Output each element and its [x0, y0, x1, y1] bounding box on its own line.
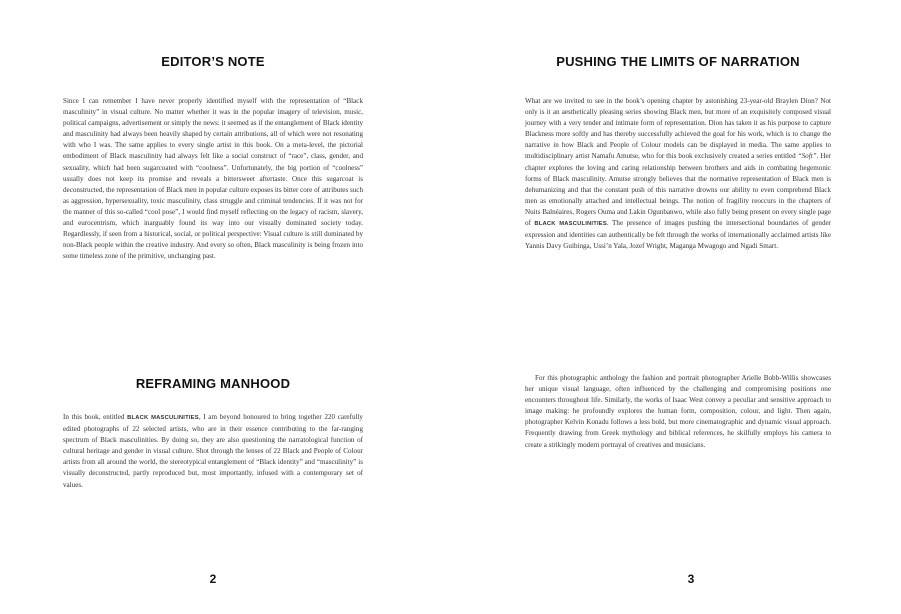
text-run: . The presence of images pushing the intersectional boundaries of gender expression and identities can authentically be felt through the works of internationally acclaimed artists like Yannis Davy Guibinga, Ussi’n Yala, Jozef Wright, Maganga Mwagogo and Ngadi Smart. — [525, 219, 831, 251]
pushing-limits-paragraph-2 — [525, 373, 831, 451]
pushing-limits-paragraph-1 — [525, 96, 831, 252]
series-title: “Soft” — [797, 152, 817, 161]
pushing-limits-heading: PUSHING THE LIMITS OF NARRATION — [556, 54, 800, 69]
reframing-manhood-paragraph — [63, 412, 363, 491]
text-run: , I am beyond honoured to bring together 220 carefully edited photographs of 22 selected artists, who are in their essence contributing to the far-ranging spectrum of Black masculinities. By doing so, they are also questioning the narratological function of cultural heritage and gender in visual culture. Shot through the lenses of 22 Black and People of Colour artists from all around the world, the stereotypical entanglement of “Black identity” and “masculinity” is visually deconstructed, partly reproduced but, most importantly, infused with a contemporary set of values. — [63, 413, 363, 489]
text-run: For this photographic anthology the fashion and portrait photographer Arielle Bobb-Willis showcases her unique visual language, often influenced by the challenging and compromising positions one encounters throughout life. Similarly, the works of Isaac West convey a peculiar and sensitive approach to image making: he profoundly explores the human form, composition, colour, and light. Then again, photographer Kelvin Konadu follows a less bold, but more cinematographic and dynamic visual approach. Frequently drawing from Greek mythology and biblical references, he skilfully employs his camera to create a strikingly modern portrayal of creatives and musicians. — [525, 374, 831, 449]
page-number-right: 3 — [687, 572, 695, 586]
reframing-manhood-heading: REFRAMING MANHOOD — [135, 376, 291, 391]
text-run: What are we invited to see in the book’s opening chapter by astonishing 23-year-old Braylen Dion? Not only is it an aesthetically pleasing series showing Black men, but more of an exquisitely composed visual journey with a very tender and intimate form of representation. Dion has taken it as his purpose to capture Blackness more softly and has thereby successfully achieved the goal for his work, which is to change the narrative in how Black and People of Colour models can be displayed in media. The same applies to multidisciplinary artist Namafu Amutse, who for this book exclusively created a series entitled — [525, 97, 831, 161]
text-run: . Her chapter explores the loving and caring relationship between brothers and aids in combating hegemonic forms of Black masculinity. Amutse strongly believes that the normative representation of Black men is dehumanizing and that the constant push of this narrative drowns our ability to even comprehend Black men as emotionally attached and intellectual beings. The notion of fragility reoccurs in the chapters of Nuits Balnéaires, Rogers Ouma and Lakin Ogunbanwo, while also fully being present on every single page of — [525, 152, 831, 228]
editors-note-paragraph: Since I can remember I have never properly identified myself with the representation of “Black masculinity” in visual culture. No matter whether it was in the popular imagery of television, music, political campaigns, advertisement or simply the news: it seemed as if the entanglement of Black identity and masculinity had always been heavily shaped by certain attributions, all of which were not resonating with who I was. The same applies to every single artist in this book. On a meta-level, the pictorial embodiment of Black masculinity had always felt like a social construct of “race”, class, gender, and sexuality, which had been sugarcoated with “coolness”. Unfortunately, the big portion of “coolness” usually does not keep its promise and reveals a bittersweet aftertaste. Once this sugarcoat is deconstructed, the representation of Black men in popular culture exposes its bitter core of attributes such as aggression, hypersexuality, toxic masculinity, class struggle and criminal tendencies. If it was not for the manner of this so-called “cool pose”, I would find myself reflecting on the legacy of racism, slavery, and eurocentrism, which inarguably found its way into our visually dominated society today. Regardlessly, if seen from a historical, social, or political perspective: Visual culture is still dominated by non-Black people within the creative industry. And every so often, Black masculinity is being frozen into some timeless zone of the primitive, unchanging past. — [63, 97, 363, 261]
editors-note-heading: EDITOR’S NOTE — [161, 54, 265, 69]
page-number-left: 2 — [209, 572, 217, 586]
book-title: BLACK MASCULINITIES — [534, 221, 607, 228]
book-title: BLACK MASCULINITIES — [127, 415, 199, 421]
text-run: In this book, entitled — [63, 413, 128, 421]
